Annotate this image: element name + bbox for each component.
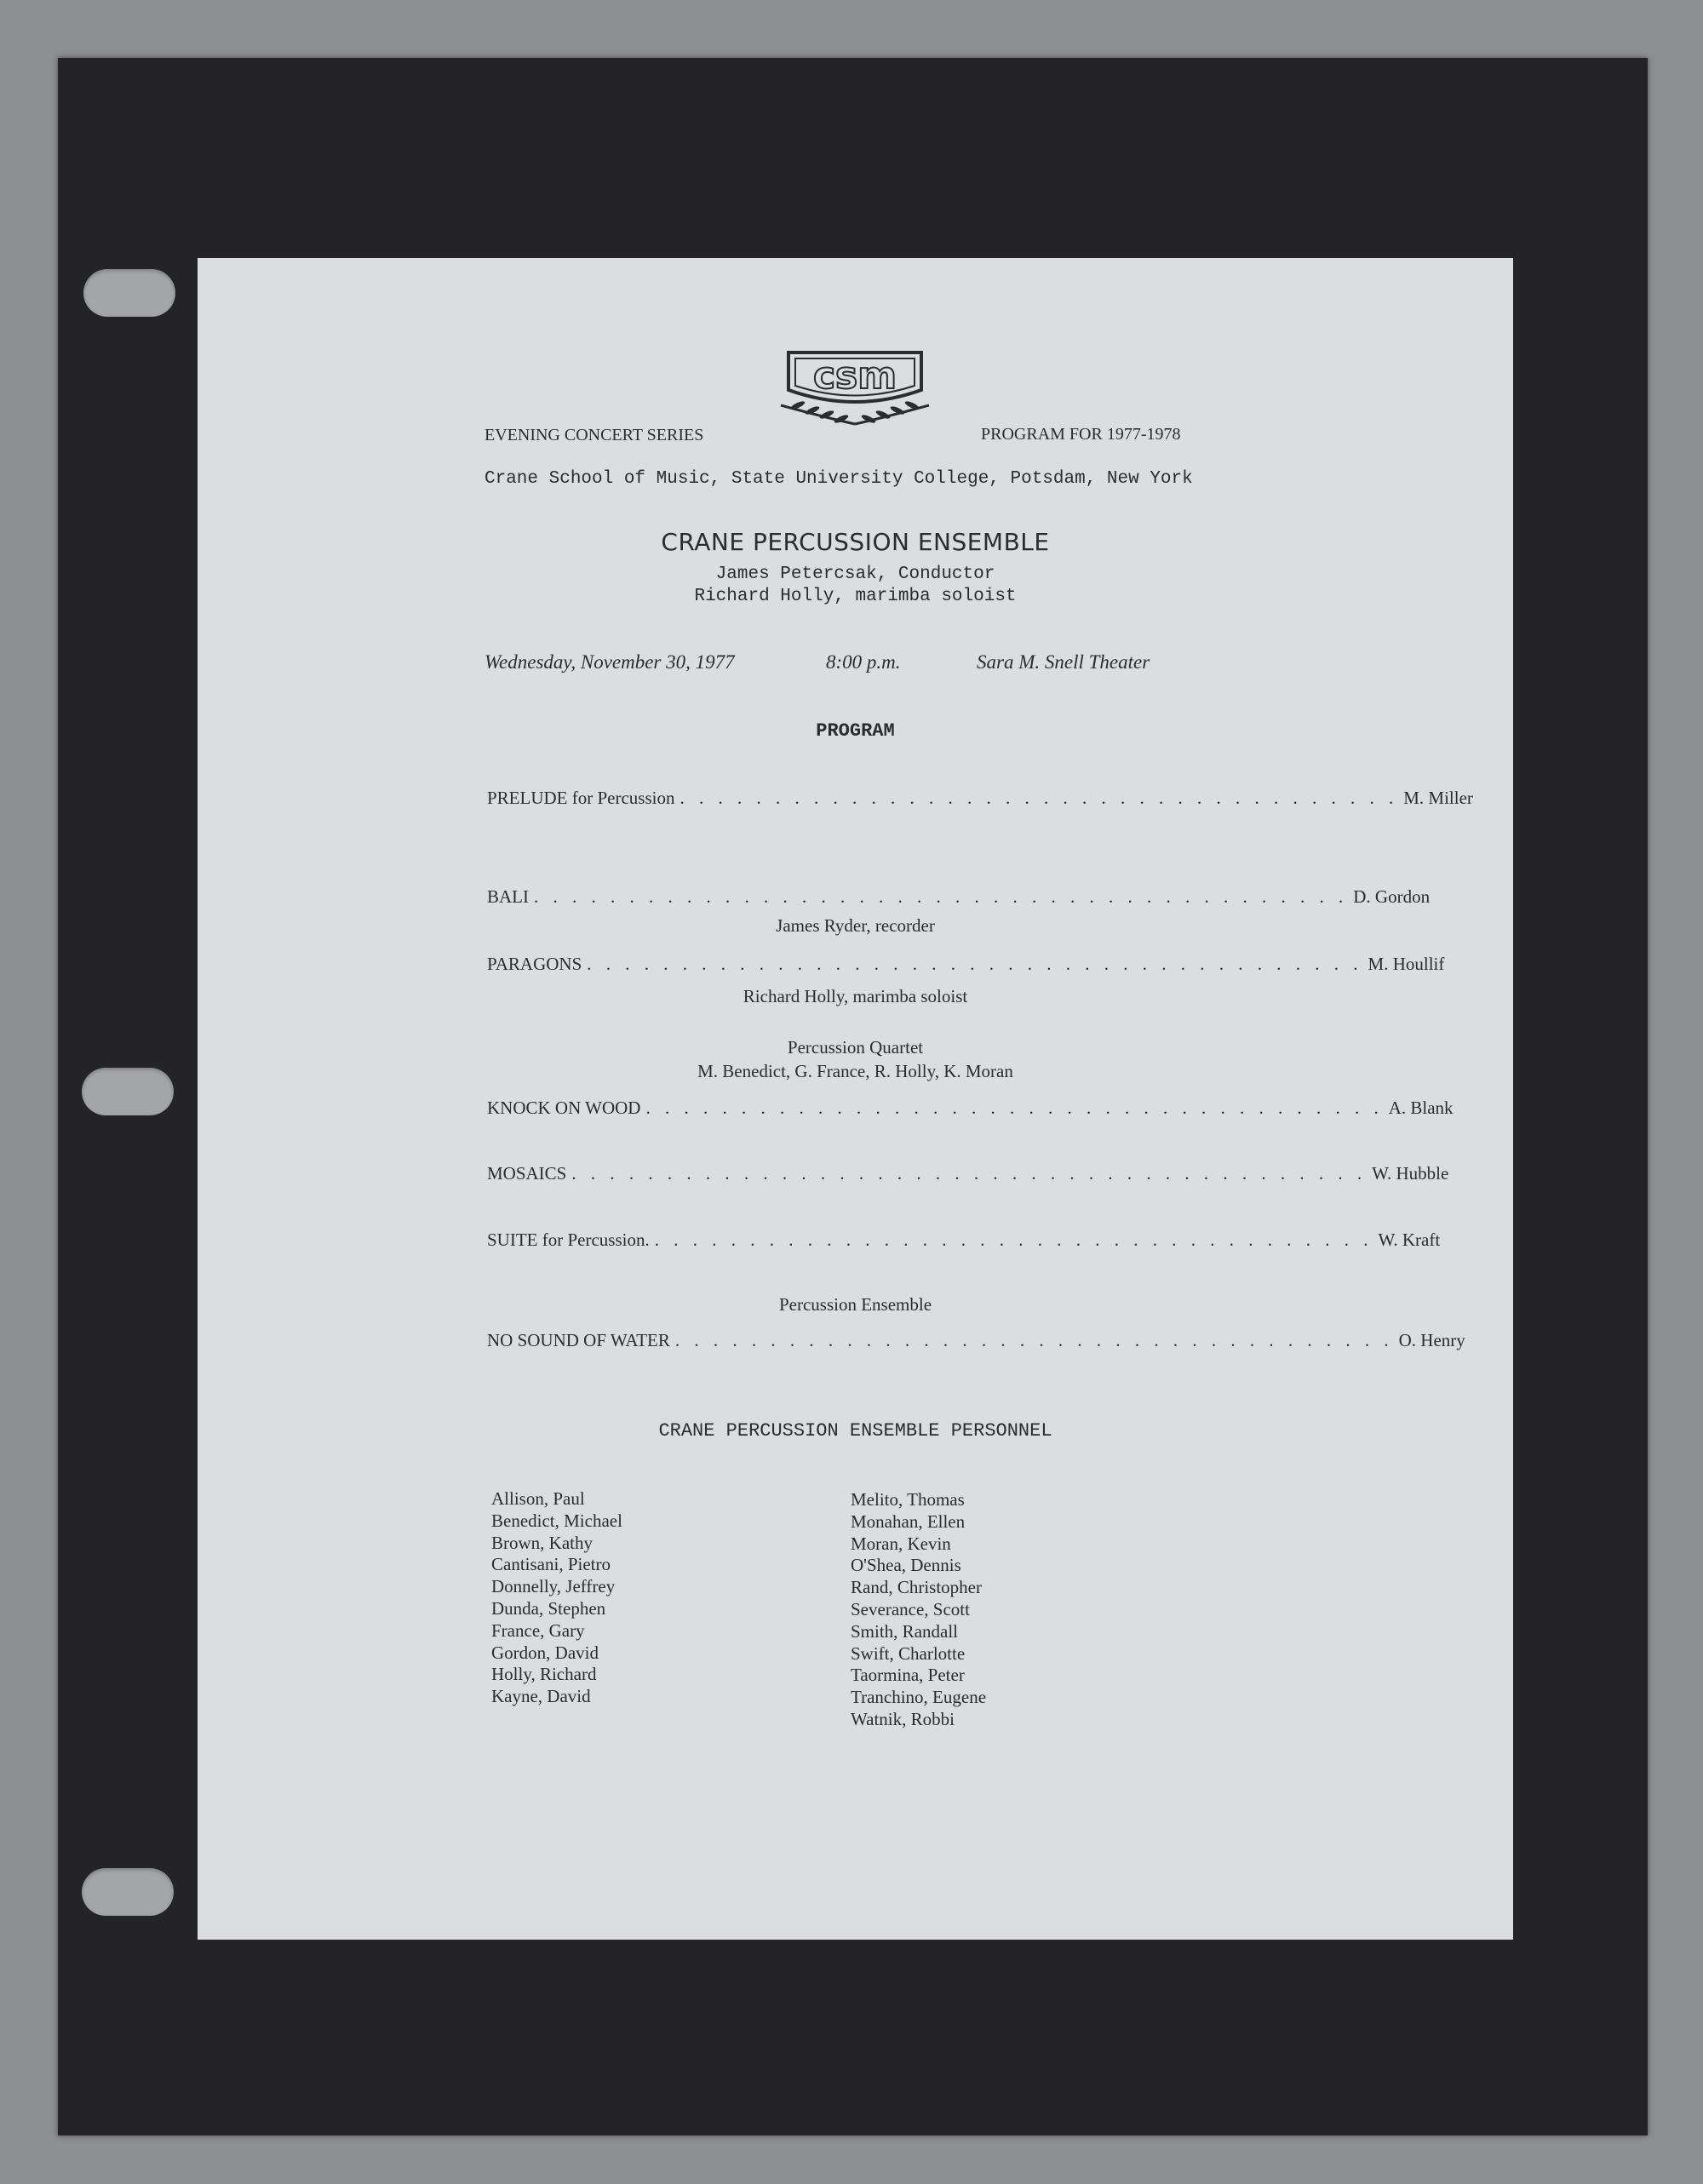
punch-hole	[83, 269, 175, 317]
piece-composer: W. Hubble	[1372, 1163, 1449, 1184]
dot-leader: . . . . . . . . . . . . . . . . . . . . . . . . . . . . . . . . . . . . . .	[679, 788, 1399, 808]
personnel-name: Moran, Kevin	[851, 1533, 951, 1554]
personnel-name: Watnik, Robbi	[851, 1708, 955, 1729]
dot-leader: . . . . . . . . . . . . . . . . . . . . . . . . . . . . . . . . . . . . . . . . .	[587, 954, 1363, 974]
personnel-name: Tranchino, Eugene	[851, 1687, 987, 1708]
concert-time: 8:00 p.m.	[826, 651, 901, 673]
dot-leader: . . . . . . . . . . . . . . . . . . . . . . . . . . . . . . . . . . . . . . . . . . .	[534, 886, 1349, 907]
conductor-line: James Petercsak, Conductor	[715, 565, 995, 584]
punch-hole	[82, 1868, 174, 1916]
personnel-list-right	[851, 1489, 986, 1731]
personnel-name: Cantisani, Pietro	[491, 1554, 611, 1575]
personnel-name: Gordon, David	[491, 1642, 599, 1663]
concert-series-label: EVENING CONCERT SERIES	[485, 426, 704, 444]
personnel-name: Donnelly, Jeffrey	[491, 1576, 616, 1597]
personnel-heading: CRANE PERCUSSION ENSEMBLE PERSONNEL	[658, 1420, 1052, 1442]
personnel-name: Benedict, Michael	[491, 1510, 622, 1531]
piece-composer: M. Miller	[1403, 788, 1473, 808]
piece-note: Richard Holly, marimba soloist	[743, 986, 968, 1006]
personnel-name: Holly, Richard	[491, 1664, 597, 1685]
personnel-name: Melito, Thomas	[851, 1489, 965, 1510]
piece-composer: D. Gordon	[1353, 886, 1431, 907]
personnel-name: Severance, Scott	[851, 1598, 970, 1619]
program-entry	[487, 1098, 1454, 1119]
school-name: Crane School of Music, State University College, Potsdam, New York	[485, 469, 1193, 489]
personnel-name: France, Gary	[491, 1619, 585, 1641]
dot-leader: . . . . . . . . . . . . . . . . . . . . . . . . . . . . . . . . . . . . . .	[674, 1330, 1394, 1350]
personnel-name: Smith, Randall	[851, 1620, 958, 1642]
personnel-name: O'Shea, Dennis	[851, 1555, 961, 1576]
program-entry	[487, 1163, 1449, 1184]
personnel-list-left	[491, 1488, 622, 1708]
piece-composer: O. Henry	[1398, 1330, 1465, 1350]
program-entry	[487, 788, 1473, 809]
svg-text:csm: csm	[812, 354, 897, 398]
program-page	[198, 258, 1513, 1940]
piece-composer: A. Blank	[1388, 1098, 1454, 1118]
personnel-name: Dunda, Stephen	[491, 1597, 606, 1619]
personnel-name: Taormina, Peter	[851, 1665, 965, 1686]
piece-title: PARAGONS	[487, 954, 582, 974]
personnel-name: Swift, Charlotte	[851, 1642, 966, 1664]
program-year-label: PROGRAM FOR 1977-1978	[981, 425, 1181, 444]
dot-leader: . . . . . . . . . . . . . . . . . . . . . . . . . . . . . . . . . . . . . . .	[645, 1098, 1384, 1118]
piece-title: NO SOUND OF WATER	[487, 1330, 670, 1350]
dot-leader: . . . . . . . . . . . . . . . . . . . . . . . . . . . . . . . . . . . . . .	[654, 1230, 1373, 1250]
group-heading: Percussion Ensemble	[778, 1294, 932, 1315]
personnel-name: Monahan, Ellen	[851, 1510, 966, 1532]
piece-title: PRELUDE for Percussion	[487, 788, 675, 808]
program-entry	[487, 954, 1445, 975]
personnel-name: Brown, Kathy	[491, 1532, 593, 1553]
punch-hole	[82, 1068, 174, 1115]
dot-leader: . . . . . . . . . . . . . . . . . . . . . . . . . . . . . . . . . . . . . . . . . .	[571, 1163, 1368, 1184]
piece-composer: M. Houllif	[1368, 954, 1445, 974]
csm-logo	[777, 346, 934, 431]
ensemble-title: CRANE PERCUSSION ENSEMBLE	[661, 528, 1050, 556]
piece-title: KNOCK ON WOOD	[487, 1098, 641, 1118]
personnel-name: Kayne, David	[491, 1686, 591, 1707]
piece-title: MOSAICS	[487, 1163, 567, 1184]
program-heading: PROGRAM	[816, 720, 895, 742]
piece-note: James Ryder, recorder	[776, 915, 935, 936]
program-entry	[487, 886, 1431, 908]
personnel-name: Allison, Paul	[491, 1488, 585, 1509]
piece-title: BALI	[487, 886, 529, 907]
concert-venue: Sara M. Snell Theater	[977, 651, 1150, 673]
group-members: M. Benedict, G. France, R. Holly, K. Moran	[697, 1061, 1013, 1081]
piece-composer: W. Kraft	[1378, 1230, 1441, 1250]
soloist-line: Richard Holly, marimba soloist	[694, 587, 1017, 606]
program-entry	[487, 1330, 1465, 1351]
program-entry	[487, 1230, 1441, 1251]
personnel-name: Rand, Christopher	[851, 1577, 982, 1598]
group-heading: Percussion Quartet	[787, 1037, 924, 1058]
concert-date: Wednesday, November 30, 1977	[485, 651, 735, 673]
piece-title: SUITE for Percussion.	[487, 1230, 650, 1250]
